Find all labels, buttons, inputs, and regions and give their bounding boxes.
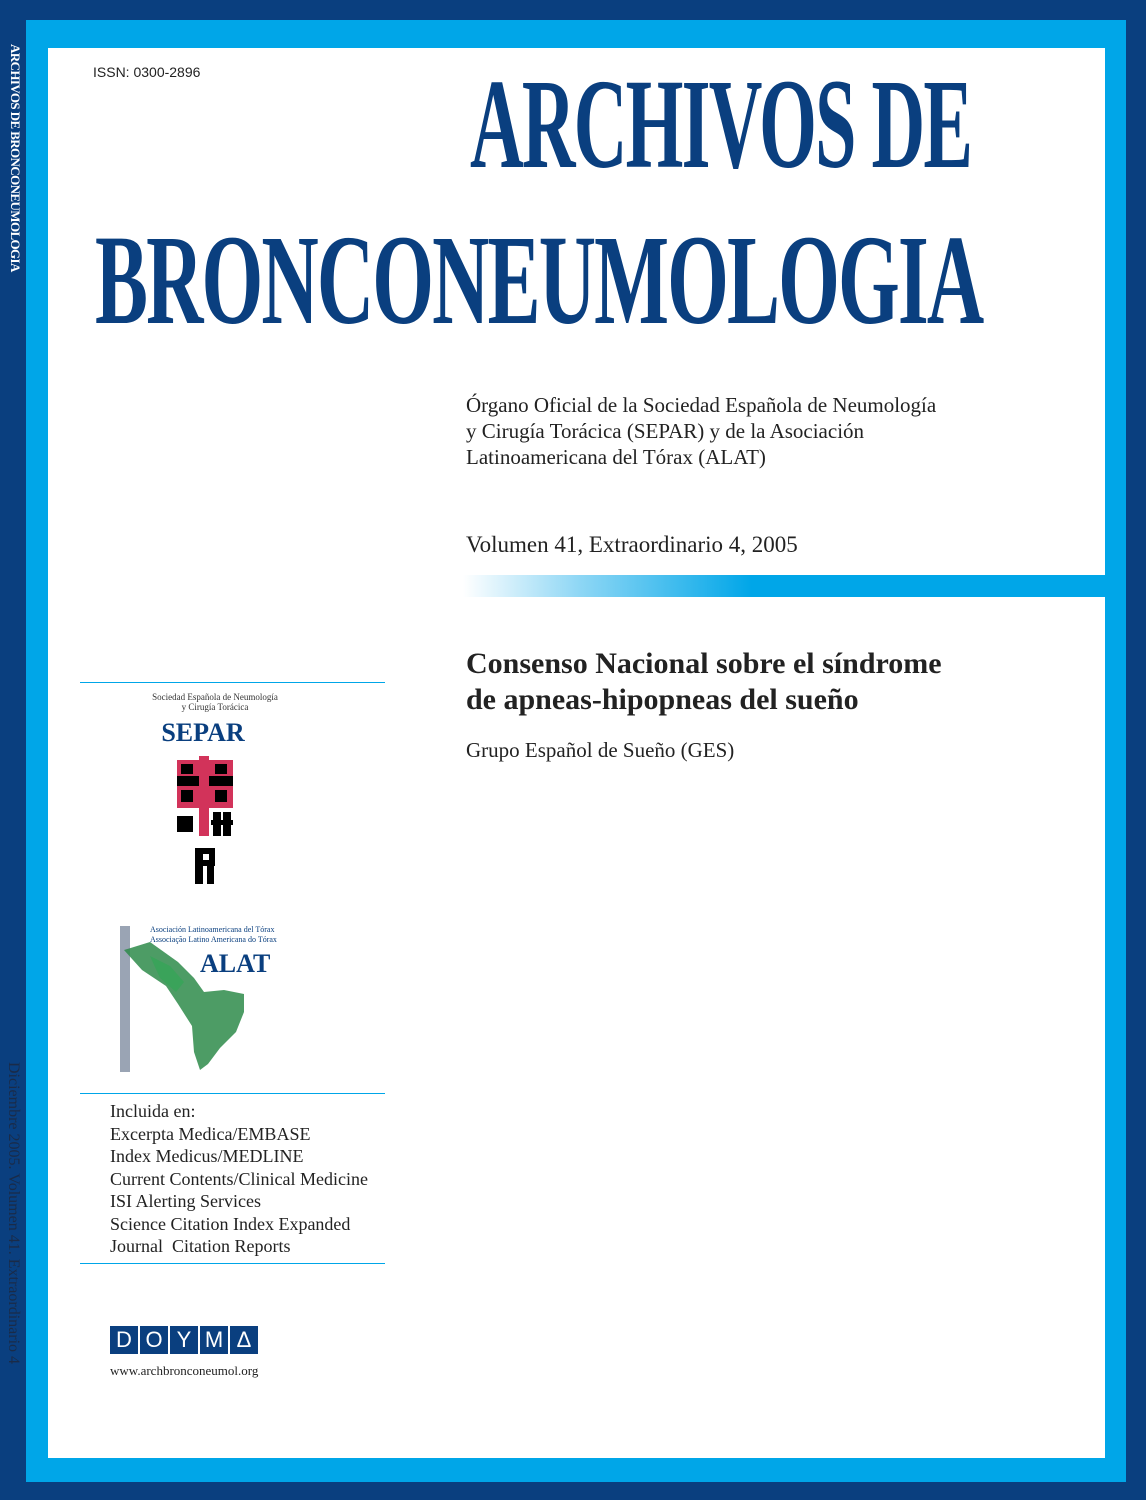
separ-society-name xyxy=(110,692,320,712)
indexed-item: Index Medicus/MEDLINE xyxy=(110,1146,304,1166)
alat-line1: Asociación Latinoamericana del Tórax xyxy=(150,925,275,934)
subtitle-line: Órgano Oficial de la Sociedad Española de Neumología xyxy=(466,393,937,417)
article-title-line: Consenso Nacional sobre el síndrome xyxy=(466,647,942,680)
separ-small-line: y Cirugía Torácica xyxy=(181,702,249,712)
subtitle-line: y Cirugía Torácica (SEPAR) y de la Asociación xyxy=(466,419,865,443)
publisher-letter: D xyxy=(110,1326,138,1354)
indexed-item: Current Contents/Clinical Medicine xyxy=(110,1168,368,1189)
alat-line2: Associação Latino Americana do Tórax xyxy=(150,935,277,944)
publisher-letter: O xyxy=(140,1326,168,1354)
indexed-item: Science Citation Index Expanded xyxy=(110,1213,351,1234)
publisher-letter: Y xyxy=(170,1326,198,1354)
spine-issue-text: Diciembre 2005. Volumen 41. Extraordinario 4 xyxy=(5,1062,22,1365)
divider xyxy=(80,682,385,683)
alat-name: ALAT xyxy=(200,949,271,978)
separ-small-line: Sociedad Española de Neumología xyxy=(152,692,278,702)
journal-subtitle xyxy=(466,392,936,470)
spine-issue xyxy=(3,1062,25,1384)
divider xyxy=(80,1263,385,1264)
journal-title-line1: ARCHIVOS DE xyxy=(470,53,972,195)
website-link[interactable]: www.archbronconeumol.org xyxy=(110,1363,259,1378)
article-title-line: de apneas-hipopneas del sueño xyxy=(466,683,859,716)
divider xyxy=(80,1093,385,1094)
volume-info: Volumen 41, Extraordinario 4, 2005 xyxy=(466,532,798,557)
article-title xyxy=(466,646,942,718)
publisher-letter: Δ xyxy=(230,1326,258,1354)
alat-logo-icon xyxy=(120,922,305,1072)
issn: ISSN: 0300-2896 xyxy=(93,64,201,80)
publisher-letter: M xyxy=(200,1326,228,1354)
indexed-item: Journal Citation Reports xyxy=(110,1236,291,1256)
indexed-in-list xyxy=(110,1100,368,1258)
spine-title xyxy=(6,44,24,272)
separ-name: SEPAR xyxy=(161,718,245,747)
subtitle-line: Latinoamericana del Tórax (ALAT) xyxy=(466,445,766,469)
blue-gradient-bar xyxy=(463,575,1105,597)
publisher-logo xyxy=(110,1326,260,1354)
journal-title-line2: BRONCONEUMOLOGIA xyxy=(95,209,983,351)
spine-title-text: ARCHIVOS DE BRONCONEUMOLOGIA xyxy=(8,44,23,272)
indexed-item: ISI Alerting Services xyxy=(110,1191,261,1211)
separ-logo-icon xyxy=(175,756,235,886)
indexed-heading: Incluida en: xyxy=(110,1101,196,1121)
indexed-item: Excerpta Medica/EMBASE xyxy=(110,1123,311,1144)
article-author: Grupo Español de Sueño (GES) xyxy=(466,738,735,762)
